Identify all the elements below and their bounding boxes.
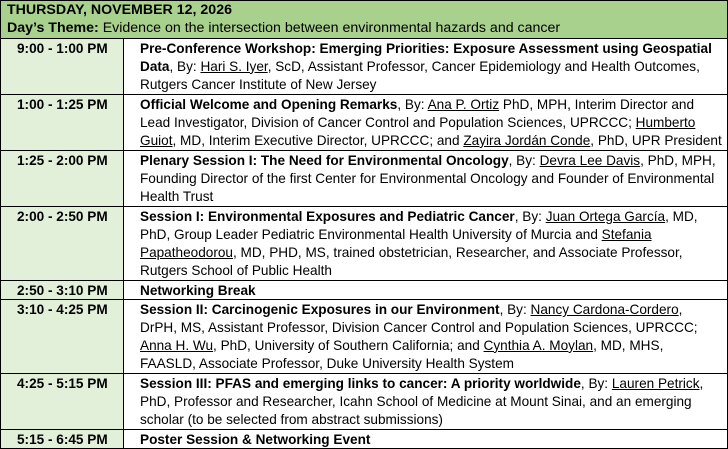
speaker-details: , MD, PHD, MS, trained obstetrician, Researcher, and Associate Professor, Rutgers School of Public Health — [140, 244, 683, 278]
day-date: THURSDAY, NOVEMBER 12, 2026 — [7, 2, 232, 18]
speaker-details: , MD, MHS, FAASLD, Associate Professor, Duke University Health System — [140, 337, 664, 371]
speaker-name: Devra Lee Davis — [539, 153, 641, 168]
day-header — [1, 1, 728, 39]
theme-text: Evidence on the intersection between environmental hazards and cancer — [102, 20, 561, 36]
session-description: Official Welcome and Opening Remarks, By: Ana P. Ortiz PhD, MPH, Interim Director and Lead Investigator, Division of Cancer Control and Population Sciences, UPRCCC; Humberto Guiot, MD, Interim Executive Director, UPRCCC; and Zayira Jordán Conde, PhD, UPR President — [124, 95, 728, 150]
session-description: Session III: PFAS and emerging links to cancer: A priority worldwide, By: Lauren Petrick, PhD, Professor and Researcher, Icahn School of Medicine at Mount Sinai, and an emerging scholar (to be selected from abstract submissions) — [124, 374, 728, 429]
schedule-row — [1, 39, 728, 95]
speaker-name: Anna H. Wu — [140, 337, 214, 353]
speaker-name: Cynthia A. Moylan — [483, 337, 594, 353]
session-time: 9:00 - 1:00 PM — [1, 39, 124, 94]
schedule-row — [1, 281, 728, 300]
speaker-details: , DrPH, MS, Assistant Professor, Division Cancer Control and Population Sciences, UPRCCC; — [140, 302, 698, 335]
session-time: 2:50 - 3:10 PM — [1, 281, 124, 299]
speaker-name: Lauren Petrick — [611, 376, 700, 391]
speaker-details: , PhD, UPR President — [590, 132, 722, 148]
schedule-row — [1, 374, 728, 430]
session-time: 4:25 - 5:15 PM — [1, 374, 124, 429]
speaker-details: , ScD, Assistant Professor, Cancer Epidemiology and Health Outcomes, Rutgers Cancer Institute of New Jersey — [140, 58, 700, 92]
schedule-row — [1, 430, 728, 449]
session-title: Session II: Carcinogenic Exposures in our Environment — [140, 302, 500, 317]
speaker-name: Nancy Cardona-Cordero — [530, 302, 679, 317]
speaker-name: Ana P. Ortiz — [427, 97, 500, 112]
speaker-details: , MD, PhD, Group Leader Pediatric Environmental Health University of Murcia and — [140, 209, 698, 242]
schedule-row — [1, 300, 728, 374]
session-description: Session I: Environmental Exposures and Pediatric Cancer, By: Juan Ortega García, MD, PhD, Group Leader Pediatric Environmental Health University of Murcia and Stefania Papatheodorou, MD, PHD, MS, trained obstetrician, Researcher, and Associate Professor, Rutgers School of Public Health — [124, 207, 728, 280]
session-title: Official Welcome and Opening Remarks — [140, 97, 398, 112]
speaker-details: , PhD, Professor and Researcher, Icahn School of Medicine at Mount Sinai, and an emerging scholar (to be selected from abstract submissions) — [140, 376, 704, 427]
speaker-details: PhD, MPH, Interim Director and Lead Investigator, Division of Cancer Control and Population Sciences, UPRCCC; — [140, 97, 695, 130]
schedule-row — [1, 95, 728, 151]
speaker-name: Juan Ortega García — [545, 209, 666, 224]
speaker-name: Zayira Jordán Conde — [463, 132, 591, 148]
session-time: 1:00 - 1:25 PM — [1, 95, 124, 150]
theme-label: Day’s Theme: — [7, 20, 99, 36]
speaker-details: , PhD, MPH, Founding Director of the first Center for Environmental Oncology and Founder of Environmental Health Trust — [140, 153, 716, 204]
session-title: Networking Break — [140, 283, 256, 298]
session-description: Session II: Carcinogenic Exposures in our Environment, By: Nancy Cardona-Cordero, DrPH, MS, Assistant Professor, Division Cancer Control and Population Sciences, UPRCCC; Anna H. Wu, PhD, University of Southern California; and Cynthia A. Moylan, MD, MHS, FAASLD, Associate Professor, Duke University Health System — [124, 300, 728, 373]
session-time: 2:00 - 2:50 PM — [1, 207, 124, 280]
speaker-name: Stefania Papatheodorou — [140, 226, 652, 260]
speaker-details: , PhD, University of Southern California; and — [213, 337, 484, 353]
session-description: Pre-Conference Workshop: Emerging Priorities: Exposure Assessment using Geospatial Data, By: Hari S. Iyer, ScD, Assistant Professor, Cancer Epidemiology and Health Outcomes, Rutgers Cancer Institute of New Jersey — [124, 39, 728, 94]
session-time: 5:15 - 6:45 PM — [1, 430, 124, 448]
session-time: 1:25 - 2:00 PM — [1, 151, 124, 206]
session-description: Plenary Session I: The Need for Environmental Oncology, By: Devra Lee Davis, PhD, MPH, Founding Director of the first Center for Environmental Oncology and Founder of Environmental Health Trust — [124, 151, 728, 206]
speaker-name: Humberto Guiot — [140, 114, 696, 148]
speaker-name: Hari S. Iyer — [200, 58, 268, 74]
session-time: 3:10 - 4:25 PM — [1, 300, 124, 373]
session-title: Pre-Conference Workshop: Emerging Priorities: Exposure Assessment using Geospatial Data — [140, 41, 712, 74]
day-theme — [7, 20, 727, 38]
speaker-details: , MD, Interim Executive Director, UPRCCC; and — [172, 132, 464, 148]
session-title: Poster Session & Networking Event — [140, 432, 371, 447]
session-title: Session III: PFAS and emerging links to cancer: A priority worldwide — [140, 376, 581, 391]
session-description — [124, 430, 728, 448]
session-title: Session I: Environmental Exposures and Pediatric Cancer — [140, 209, 515, 224]
session-description — [124, 281, 728, 299]
schedule-row — [1, 207, 728, 281]
schedule-row — [1, 151, 728, 207]
session-title: Plenary Session I: The Need for Environmental Oncology — [140, 153, 509, 168]
